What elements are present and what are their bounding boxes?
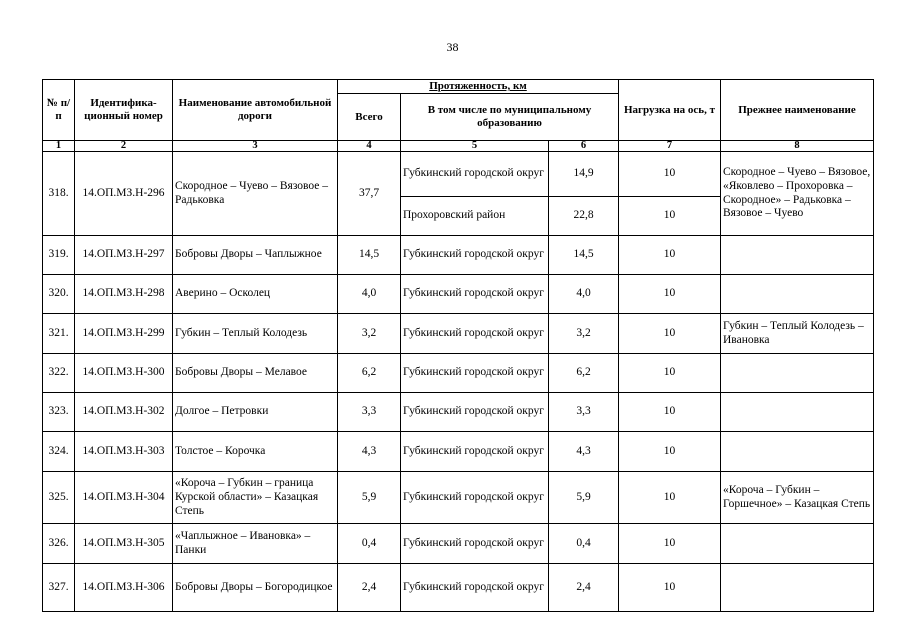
row-municipality: Губкинский городской округ	[401, 275, 549, 314]
header-length	[338, 80, 619, 94]
table-row	[43, 432, 874, 472]
row-prev-name	[721, 354, 874, 393]
row-prev-name: Губкин – Теплый Колодезь – Ивановка	[721, 314, 874, 354]
row-length: 14,9	[549, 152, 619, 197]
row-municipality: Губкинский городской округ	[401, 393, 549, 432]
row-load: 10	[619, 314, 721, 354]
row-total: 5,9	[338, 472, 401, 524]
row-id: 14.ОП.МЗ.Н-302	[75, 393, 173, 432]
row-total: 4,0	[338, 275, 401, 314]
row-num: 318.	[43, 152, 75, 236]
row-num: 323.	[43, 393, 75, 432]
row-total: 3,3	[338, 393, 401, 432]
table-row	[43, 314, 874, 354]
row-id: 14.ОП.МЗ.Н-297	[75, 236, 173, 275]
row-municipality: Прохоровский район	[401, 197, 549, 236]
row-id: 14.ОП.МЗ.Н-298	[75, 275, 173, 314]
col-number: 1	[43, 141, 75, 152]
row-load: 10	[619, 564, 721, 612]
row-length: 2,4	[549, 564, 619, 612]
row-municipality: Губкинский городской округ	[401, 354, 549, 393]
row-prev-name: «Короча – Губкин – Горшечное» – Казацкая Степь	[721, 472, 874, 524]
row-id: 14.ОП.МЗ.Н-303	[75, 432, 173, 472]
header-num: № п/п	[43, 80, 75, 141]
row-load: 10	[619, 524, 721, 564]
row-prev-name: Скородное – Чуево – Вязовое, «Яковлево – Прохоровка – Скородное» – Радьковка – Вязовое – Чуево	[721, 152, 874, 236]
header-name: Наименование автомобильной дороги	[173, 80, 338, 141]
row-municipality: Губкинский городской округ	[401, 236, 549, 275]
table-row	[43, 152, 874, 197]
row-num: 327.	[43, 564, 75, 612]
table-row	[43, 393, 874, 432]
row-length: 6,2	[549, 354, 619, 393]
col-number: 7	[619, 141, 721, 152]
col-number: 2	[75, 141, 173, 152]
row-load: 10	[619, 393, 721, 432]
row-municipality: Губкинский городской округ	[401, 524, 549, 564]
page-number: 38	[446, 40, 459, 54]
header-length-label: Протяженность, км	[429, 80, 527, 92]
row-name: Толстое – Корочка	[173, 432, 338, 472]
row-municipality: Губкинский городской округ	[401, 432, 549, 472]
row-num: 320.	[43, 275, 75, 314]
header-total: Всего	[338, 94, 401, 141]
row-id: 14.ОП.МЗ.Н-300	[75, 354, 173, 393]
col-number: 6	[549, 141, 619, 152]
row-load: 10	[619, 152, 721, 197]
row-total: 14,5	[338, 236, 401, 275]
table-row	[43, 354, 874, 393]
table-row	[43, 472, 874, 524]
row-prev-name	[721, 432, 874, 472]
row-num: 322.	[43, 354, 75, 393]
row-name: Бобровы Дворы – Богородицкое	[173, 564, 338, 612]
row-id: 14.ОП.МЗ.Н-305	[75, 524, 173, 564]
row-load: 10	[619, 236, 721, 275]
row-name: Долгое – Петровки	[173, 393, 338, 432]
col-number: 4	[338, 141, 401, 152]
row-num: 321.	[43, 314, 75, 354]
row-length: 3,3	[549, 393, 619, 432]
row-municipality: Губкинский городской округ	[401, 564, 549, 612]
row-name: Скородное – Чуево – Вязовое – Радьковка	[173, 152, 338, 236]
row-name: Бобровы Дворы – Чаплыжное	[173, 236, 338, 275]
row-name: Бобровы Дворы – Мелавое	[173, 354, 338, 393]
row-prev-name	[721, 275, 874, 314]
row-length: 4,0	[549, 275, 619, 314]
row-length: 0,4	[549, 524, 619, 564]
row-name: Аверино – Осколец	[173, 275, 338, 314]
row-prev-name	[721, 393, 874, 432]
row-municipality: Губкинский городской округ	[401, 314, 549, 354]
row-prev-name	[721, 236, 874, 275]
row-length: 22,8	[549, 197, 619, 236]
row-municipality: Губкинский городской округ	[401, 152, 549, 197]
row-length: 5,9	[549, 472, 619, 524]
row-prev-name	[721, 564, 874, 612]
row-id: 14.ОП.МЗ.Н-296	[75, 152, 173, 236]
row-length: 3,2	[549, 314, 619, 354]
header-load: Нагрузка на ось, т	[619, 80, 721, 141]
header-prev: Прежнее наименование	[721, 80, 874, 141]
header-incl: В том числе по муниципальному образованию	[401, 94, 619, 141]
row-id: 14.ОП.МЗ.Н-306	[75, 564, 173, 612]
row-num: 326.	[43, 524, 75, 564]
col-number: 5	[401, 141, 549, 152]
header-id: Идентифика-ционный номер	[75, 80, 173, 141]
row-num: 325.	[43, 472, 75, 524]
row-load: 10	[619, 197, 721, 236]
row-load: 10	[619, 472, 721, 524]
table-row	[43, 275, 874, 314]
row-id: 14.ОП.МЗ.Н-299	[75, 314, 173, 354]
row-num: 319.	[43, 236, 75, 275]
row-name: «Короча – Губкин – граница Курской области» – Казацкая Степь	[173, 472, 338, 524]
row-num: 324.	[43, 432, 75, 472]
row-total: 3,2	[338, 314, 401, 354]
row-name: «Чаплыжное – Ивановка» – Панки	[173, 524, 338, 564]
row-length: 14,5	[549, 236, 619, 275]
row-id: 14.ОП.МЗ.Н-304	[75, 472, 173, 524]
row-total: 0,4	[338, 524, 401, 564]
table-row	[43, 564, 874, 612]
row-name: Губкин – Теплый Колодезь	[173, 314, 338, 354]
row-prev-name	[721, 524, 874, 564]
row-load: 10	[619, 275, 721, 314]
col-number: 3	[173, 141, 338, 152]
table-row	[43, 524, 874, 564]
row-total: 6,2	[338, 354, 401, 393]
row-total: 4,3	[338, 432, 401, 472]
col-number: 8	[721, 141, 874, 152]
row-load: 10	[619, 432, 721, 472]
roads-table	[42, 79, 874, 612]
row-municipality: Губкинский городской округ	[401, 472, 549, 524]
table-row	[43, 236, 874, 275]
row-length: 4,3	[549, 432, 619, 472]
row-total: 2,4	[338, 564, 401, 612]
row-total: 37,7	[338, 152, 401, 236]
row-load: 10	[619, 354, 721, 393]
